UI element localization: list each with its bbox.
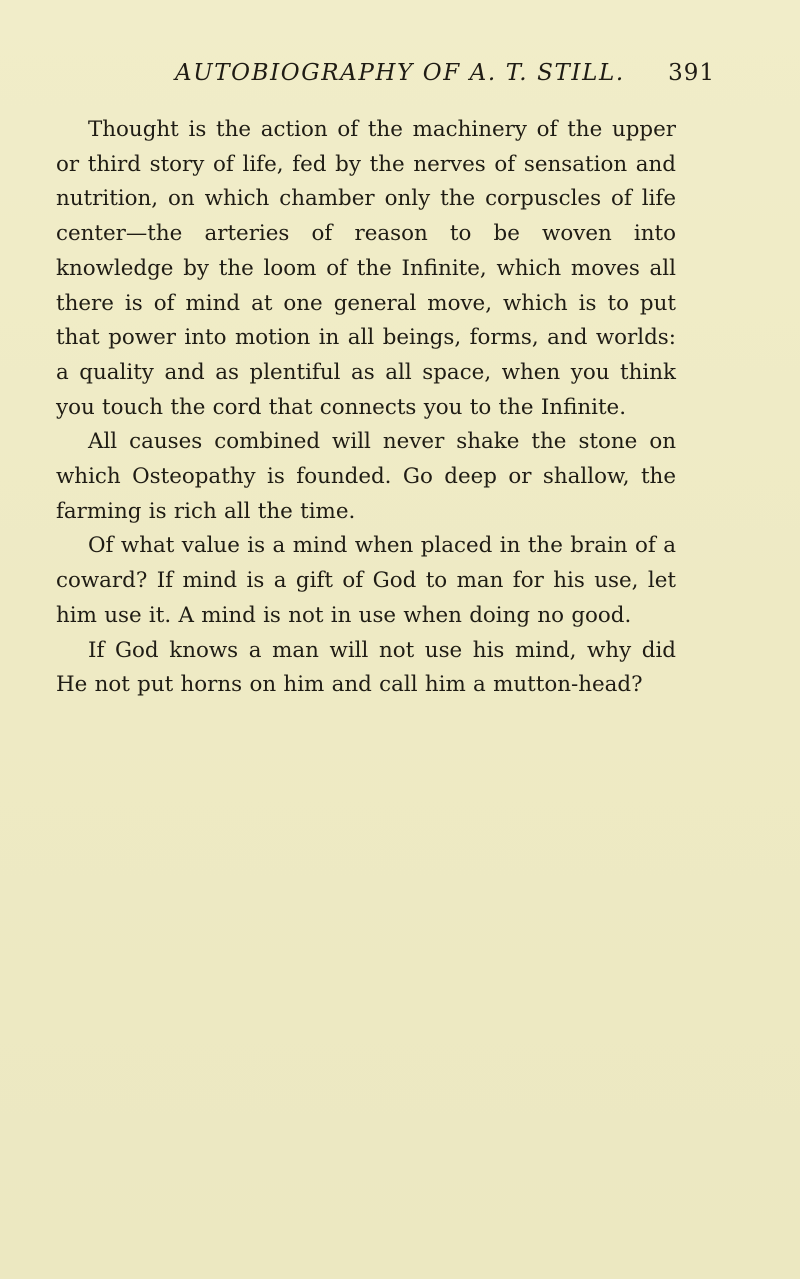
paragraph-mutton-head: If God knows a man will not use his mind, why did He not put horns on him and call him a mutton-head? (56, 637, 676, 698)
running-title: AUTOBIOGRAPHY OF A. T. STILL. (175, 60, 625, 86)
body-text (56, 113, 676, 703)
running-head (85, 60, 715, 100)
paragraph-mind-value: Of what value is a mind when placed in the brain of a coward? If mind is a gift of God to man for his use, let him use it. A mind is not in use when doing no good. (56, 533, 676, 628)
paragraph-causes: All causes combined will never shake the stone on which Osteopathy is founded. Go deep or shallow, the farming is rich all the time. (56, 429, 676, 524)
paragraph-thought: Thought is the action of the machinery of the upper or third story of life, fed by the nerves of sensation and nutrition, on which chamber only the corpuscles of life center—the arteries of reason to be woven into knowledge by the loom of the Infinite, which moves all there is of mind at one general move, which is to put that power into motion in all beings, forms, and worlds: a quality and as plentiful as all space, when you think you touch the cord that connects you to the Infinite. (56, 117, 676, 420)
page-number: 391 (668, 60, 715, 86)
